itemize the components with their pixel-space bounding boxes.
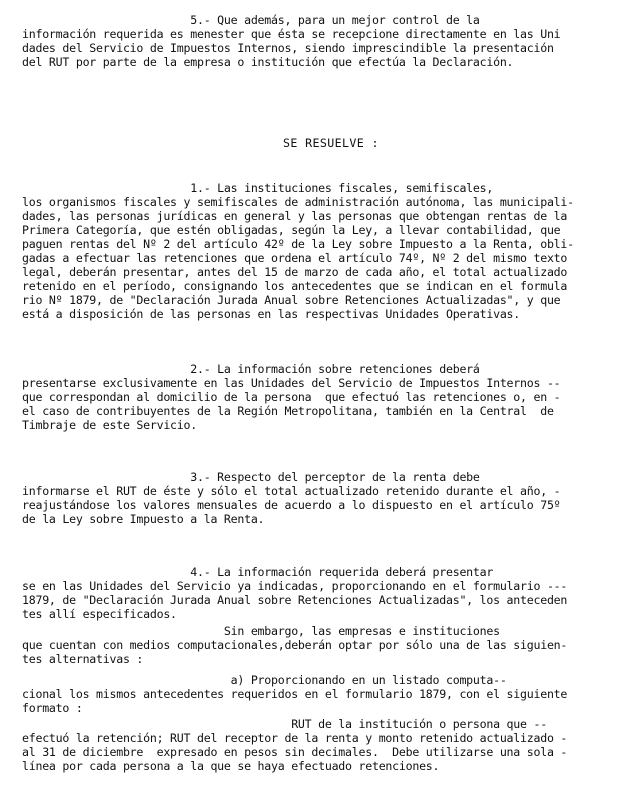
text-line: tes allí especificados. [22,607,177,621]
text-line: dades del Servicio de Impuestos Internos, siendo imprescindible la presentación [22,41,554,55]
text-line: reajustándose los valores mensuales de acuerdo a lo dispuesto en el artículo 75º [22,498,561,512]
text-line: dades, las personas jurídicas en general y las personas que obtengan rentas de la [22,209,568,223]
text-line: efectuó la retención; RUT del receptor de la renta y monto retenido actualizado - [22,731,568,745]
text-line: RUT de la institución o persona que -- [22,717,547,731]
text-line: 1879, de "Declaración Jurada Anual sobre Retenciones Actualizadas", los anteceden [22,593,568,607]
text-line: al 31 de diciembre expresado en pesos sin decimales. Debe utilizarse una sola - [22,745,568,759]
text-line: del RUT por parte de la empresa o institución que efectúa la Declaración. [22,55,514,69]
text-line: rio Nº 1879, de "Declaración Jurada Anual sobre Retenciones Actualizadas", y que [22,293,561,307]
text-line: Primera Categoría, que estén obligadas, según la Ley, a llevar contabilidad, que [22,223,561,237]
text-line: presentarse exclusivamente en las Unidades del Servicio de Impuestos Internos -- [22,376,561,390]
text-line: el caso de contribuyentes de la Región Metropolitana, también en la Central de [22,404,554,418]
text-line: los organismos fiscales y semifiscales de administración autónoma, las municipali- [22,195,574,209]
text-line: tes alternativas : [22,652,144,666]
resolution-heading: SE RESUELVE : [283,136,379,150]
text-line: informarse el RUT de éste y sólo el total actualizado retenido durante el año, - [22,484,561,498]
text-line: 1.- Las instituciones fiscales, semifiscales, [22,181,494,195]
text-line: de la Ley sobre Impuesto a la Renta. [22,512,265,526]
text-line: se en las Unidades del Servicio ya indicadas, proporcionando en el formulario --- [22,579,568,593]
text-line: que correspondan al domicilio de la persona que efectuó las retenciones o, en - [22,390,561,404]
text-line: línea por cada persona a la que se haya efectuado retenciones. [22,759,440,773]
text-line: 4.- La información requerida deberá presentar [22,565,494,579]
text-line: legal, deberán presentar, antes del 15 de marzo de cada año, el total actualizado [22,265,568,279]
text-line: Sin embargo, las empresas e instituciones [22,624,500,638]
text-line: formato : [22,701,83,715]
text-line: 3.- Respecto del perceptor de la renta debe [22,470,480,484]
text-line: 5.- Que además, para un mejor control de la [22,13,480,27]
text-line: Timbraje de este Servicio. [22,418,197,432]
text-line: cional los mismos antecedentes requeridos en el formulario 1879, con el siguiente [22,687,568,701]
text-line: información requerida es menester que ésta se recepcione directamente en las Uni [22,27,561,41]
text-line: gadas a efectuar las retenciones que ordena el artículo 74º, Nº 2 del mismo texto [22,251,568,265]
text-line: 2.- La información sobre retenciones deberá [22,362,480,376]
text-line: paguen rentas del Nº 2 del artículo 42º de la Ley sobre Impuesto a la Renta, obli- [22,237,574,251]
text-line: retenido en el período, consignando los antecedentes que se indican en el formula [22,279,568,293]
text-line: que cuentan con medios computacionales,deberán optar por sólo una de las siguien- [22,638,568,652]
text-line: a) Proporcionando en un listado computa-- [22,673,507,687]
text-line: está a disposición de las personas en las respectivas Unidades Operativas. [22,307,521,321]
